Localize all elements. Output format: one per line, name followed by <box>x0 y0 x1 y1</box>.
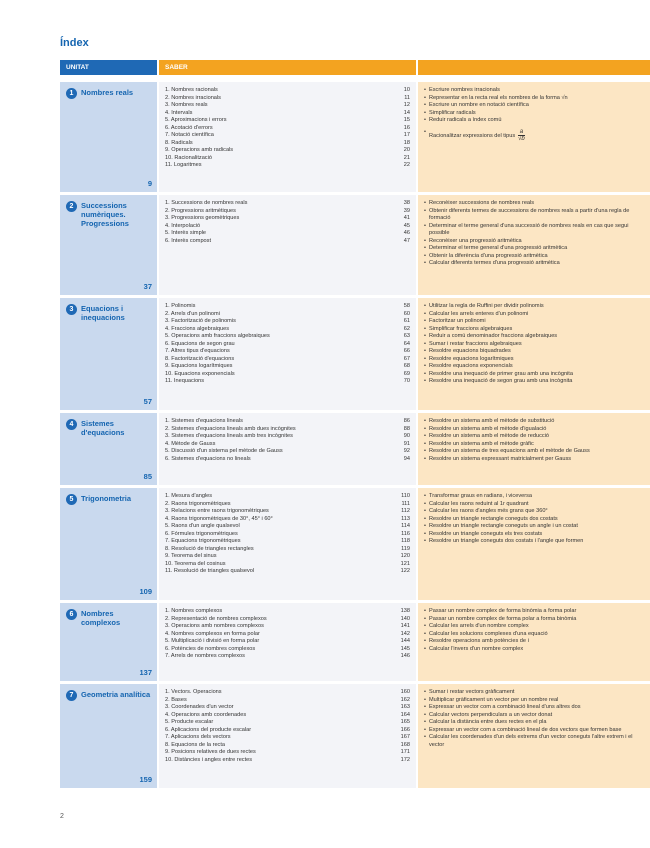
skill-item: • Escriure un nombre en notació científica <box>424 102 644 110</box>
skill-item: • Resoldre un sistema expressant matricialment per Gauss <box>424 456 644 464</box>
unit-name[interactable]: Nombres complexos <box>81 609 121 627</box>
list-item: 2. Arrels d'un polinomi 60 <box>165 310 410 317</box>
unit-cell <box>60 82 157 192</box>
skills-list <box>424 200 644 268</box>
unit-number-badge: 3 <box>66 304 77 315</box>
unit-name[interactable]: Sistemes d'equacions <box>81 419 125 437</box>
skill-item: • Reduir a comú denominador fraccions algebraiques <box>424 333 644 341</box>
unit-cell <box>60 603 157 681</box>
list-item: 5. Producte escalar 165 <box>165 719 410 725</box>
header-saber: SABER <box>159 60 416 75</box>
list-item: 5. Aproximacions i errors 15 <box>165 117 410 123</box>
skills-list <box>424 87 644 142</box>
unit-number-badge: 7 <box>66 690 77 701</box>
skill-item: • Resoldre un sistema amb el mètode de substitució <box>424 418 644 426</box>
list-item: 8. Equacions de la recta 168 <box>165 741 410 748</box>
content-list <box>165 493 410 576</box>
skills-cell <box>418 82 650 192</box>
content-list <box>165 608 410 661</box>
list-item: 2. Sistemes d'equacions lineals amb dues incògnites 88 <box>165 425 410 432</box>
unit-name[interactable]: Geometria analítica <box>81 690 151 699</box>
page-number: 2 <box>60 813 64 820</box>
content-list <box>165 689 410 764</box>
skills-list <box>424 608 644 653</box>
list-item: 6. Interès compost 47 <box>165 237 410 244</box>
list-item: 7. Aplicacions dels vectors 167 <box>165 734 410 740</box>
skill-item: • Simplificar fraccions algebraiques <box>424 326 644 334</box>
skills-cell <box>418 195 650 295</box>
saber-cell <box>159 82 416 192</box>
skill-item: • Sumar i restar vectors gràficament <box>424 689 644 697</box>
unit-cell <box>60 195 157 295</box>
unit-name[interactable]: Successions numèriques. Progressions <box>81 201 129 228</box>
unit-row-3 <box>60 298 650 410</box>
unit-row-7 <box>60 684 650 788</box>
skill-item: • Resoldre un triangle coneguts dos costats i l'angle que formen <box>424 538 644 546</box>
list-item: 5. Operacions amb fraccions algebraiques 63 <box>165 333 410 339</box>
list-item: 6. Aplicacions del producte escalar 166 <box>165 726 410 733</box>
skill-item: • Resoldre una inequació de segon grau amb una incògnita <box>424 378 644 386</box>
list-item: 5. Interès simple 46 <box>165 230 410 236</box>
skill-item: • Transformar graus en radians, i viceversa <box>424 493 644 501</box>
content-list <box>165 303 410 386</box>
unit-row-1 <box>60 82 650 192</box>
skill-item: • Calcular les solucions complexes d'una equació <box>424 631 644 639</box>
skills-list <box>424 493 644 546</box>
list-item: 9. Equacions logarítmiques 68 <box>165 363 410 369</box>
skill-item: • Resoldre una inequació de primer grau amb una incògnita <box>424 371 644 379</box>
content-list <box>165 87 410 170</box>
saber-cell <box>159 488 416 600</box>
saber-cell <box>159 298 416 410</box>
skill-item: • Calcular diferents termes d'una progressió aritmètica <box>424 260 644 268</box>
unit-name[interactable]: Trigonometria <box>81 494 132 503</box>
skill-item: • Determinar el terme general d'una progressió aritmètica <box>424 245 644 253</box>
skill-item: • Obtenir la diferència d'una progressió aritmètica <box>424 253 644 261</box>
skill-item: • Resoldre un triangle rectangle coneguts un angle i un costat <box>424 523 644 531</box>
saber-cell <box>159 195 416 295</box>
list-item: 4. Raons trigonomètriques de 30°, 45° i 60° 113 <box>165 515 410 522</box>
list-item: 3. Coordenades d'un vector 163 <box>165 704 410 710</box>
skill-item: • Multiplicar gràficament un vector per un nombre real <box>424 697 644 705</box>
skill-item: • Resoldre un triangle coneguts els tres costats <box>424 531 644 539</box>
unit-cell <box>60 298 157 410</box>
unit-row-5 <box>60 488 650 600</box>
list-item: 1. Vectors. Operacions 160 <box>165 689 410 695</box>
list-item: 7. Arrels de nombres complexos 146 <box>165 653 410 659</box>
skill-item: • Calcular les raons d'angles més grans que 360° <box>424 508 644 516</box>
skill-item: • Reconèixer successions de nombres reals <box>424 200 644 208</box>
skill-item: • Calcular l'invers d'un nombre complex <box>424 646 644 654</box>
skill-item: • Racionalitzar expressions del tipus $\frac{a}{√b}$ <box>424 129 644 142</box>
content-list <box>165 200 410 245</box>
list-item: 7. Equacions trigonomètriques 118 <box>165 538 410 544</box>
list-item: 5. Raons d'un angle qualsevol 114 <box>165 523 410 529</box>
list-item: 5. Multiplicació i divisió en forma polar 144 <box>165 638 410 644</box>
unit-name[interactable]: Nombres reals <box>81 88 134 97</box>
skill-item: • Simplificar radicals <box>424 110 644 118</box>
table-header <box>60 60 650 75</box>
unit-cell <box>60 413 157 485</box>
saber-cell <box>159 603 416 681</box>
list-item: 11. Logaritmes 22 <box>165 162 410 168</box>
list-item: 6. Acotació d'errors 16 <box>165 124 410 131</box>
skill-item: • Calcular la distància entre dues rectes en el pla <box>424 719 644 727</box>
list-item: 7. Altres tipus d'equacions 66 <box>165 348 410 354</box>
list-item: 6. Equacions de segon grau 64 <box>165 340 410 347</box>
unit-page: 57 <box>143 397 152 406</box>
skill-item: • Resoldre equacions exponencials <box>424 363 644 371</box>
list-item: 2. Raons trigonomètriques 111 <box>165 500 410 507</box>
list-item: 3. Relacions entre raons trigonomètriques 112 <box>165 508 410 514</box>
list-item: 7. Notació científica 17 <box>165 132 410 138</box>
list-item: 9. Operacions amb radicals 20 <box>165 147 410 153</box>
list-item: 8. Factorització d'equacions 67 <box>165 355 410 362</box>
list-item: 1. Polinomis 58 <box>165 303 410 309</box>
skills-cell <box>418 298 650 410</box>
unit-cell <box>60 488 157 600</box>
list-item: 2. Nombres irracionals 11 <box>165 94 410 101</box>
skill-item: • Determinar el terme general d'una successió de nombres reals en cas que segui possible <box>424 223 644 238</box>
unit-name[interactable]: Equacions i inequacions <box>81 304 125 322</box>
unit-page: 159 <box>139 775 152 784</box>
unit-page: 9 <box>147 179 152 188</box>
skill-item: • Resoldre un sistema de tres equacions amb el mètode de Gauss <box>424 448 644 456</box>
skill-item: • Escriure nombres irracionals <box>424 87 644 95</box>
skill-item: • Reconèixer una progressió aritmètica <box>424 238 644 246</box>
skill-item: • Passar un nombre complex de forma polar a forma binòmia <box>424 616 644 624</box>
list-item: 5. Discussió d'un sistema pel mètode de Gauss 92 <box>165 448 410 454</box>
list-item: 3. Progressions geomètriques 41 <box>165 215 410 221</box>
skill-item: • Calcular vectors perpendiculars a un vector donat <box>424 712 644 720</box>
skill-item: • Passar un nombre complex de forma binòmia a forma polar <box>424 608 644 616</box>
list-item: 4. Operacions amb coordenades 164 <box>165 711 410 718</box>
unit-row-4 <box>60 413 650 485</box>
list-item: 3. Nombres reals 12 <box>165 102 410 108</box>
list-item: 1. Nombres complexos 138 <box>165 608 410 614</box>
list-item: 3. Sistemes d'equacions lineals amb tres incògnites 90 <box>165 433 410 439</box>
skills-list <box>424 303 644 386</box>
skill-item: • Utilitzar la regla de Ruffini per dividir polinomis <box>424 303 644 311</box>
skill-item: • Representar en la recta real els nombres de la forma √n <box>424 95 644 103</box>
list-item: 2. Representació de nombres complexos 140 <box>165 615 410 622</box>
skill-item: • Resoldre equacions logarítmiques <box>424 356 644 364</box>
list-item: 10. Racionalització 21 <box>165 154 410 161</box>
skills-cell <box>418 413 650 485</box>
unit-page: 109 <box>139 587 152 596</box>
skill-item: • Reduir radicals a índex comú <box>424 117 644 125</box>
unit-page: 85 <box>143 472 152 481</box>
unit-number-badge: 2 <box>66 201 77 212</box>
list-item: 4. Mètode de Gauss 91 <box>165 440 410 447</box>
saber-cell <box>159 684 416 788</box>
skill-item: • Calcular les arrels enteres d'un polinomi <box>424 311 644 319</box>
skill-item: • Resoldre un sistema amb el mètode d'igualació <box>424 426 644 434</box>
unit-number-badge: 1 <box>66 88 77 99</box>
list-item: 8. Resolució de triangles rectangles 119 <box>165 545 410 552</box>
unit-row-6 <box>60 603 650 681</box>
skill-item: • Expressar un vector com a combinació lineal de dos vectors que formen base <box>424 727 644 735</box>
skill-item: • Expressar un vector com a combinació lineal d'uns altres dos <box>424 704 644 712</box>
skill-item: • Sumar i restar fraccions algebraiques <box>424 341 644 349</box>
list-item: 6. Potències de nombres complexos 145 <box>165 645 410 652</box>
skills-list <box>424 418 644 463</box>
list-item: 11. Inequacions 70 <box>165 378 410 384</box>
list-item: 8. Radicals 18 <box>165 139 410 146</box>
list-item: 6. Fórmules trigonomètriques 116 <box>165 530 410 537</box>
skill-item: • Resoldre un sistema amb el mètode de reducció <box>424 433 644 441</box>
skill-item: • Calcular les arrels d'un nombre complex <box>424 623 644 631</box>
unit-page: 137 <box>139 668 152 677</box>
unit-page: 37 <box>143 282 152 291</box>
skills-list <box>424 689 644 749</box>
list-item: 11. Resolució de triangles qualsevol 122 <box>165 568 410 574</box>
skills-cell <box>418 603 650 681</box>
skill-item: • Calcular les raons reduint al 1r quadrant <box>424 501 644 509</box>
list-item: 6. Sistemes d'equacions no lineals 94 <box>165 455 410 462</box>
list-item: 4. Interpolació 45 <box>165 222 410 229</box>
list-item: 1. Successions de nombres reals 38 <box>165 200 410 206</box>
page-title: Índex <box>60 37 89 49</box>
skills-cell <box>418 488 650 600</box>
header-unitat: UNITAT <box>60 60 157 75</box>
list-item: 9. Teorema del sinus 120 <box>165 553 410 559</box>
list-item: 3. Operacions amb nombres complexos 141 <box>165 623 410 629</box>
skills-cell <box>418 684 650 788</box>
list-item: 10. Distàncies i angles entre rectes 172 <box>165 756 410 763</box>
content-list <box>165 418 410 463</box>
skill-item: • Resoldre un sistema amb el mètode gràfic <box>424 441 644 449</box>
list-item: 2. Bases 162 <box>165 696 410 703</box>
list-item: 1. Nombres racionals 10 <box>165 87 410 93</box>
unit-number-badge: 6 <box>66 609 77 620</box>
list-item: 1. Mesura d'angles 110 <box>165 493 410 499</box>
skill-item: • Resoldre un triangle rectangle coneguts dos costats <box>424 516 644 524</box>
list-item: 2. Progressions aritmètiques 39 <box>165 207 410 214</box>
skill-item: • Resoldre operacions amb potències de i <box>424 638 644 646</box>
saber-cell <box>159 413 416 485</box>
skill-item: • Factoritzar un polinomi <box>424 318 644 326</box>
skill-item: • Calcular les coordenades d'un dels extrems d'un vector coneguts l'altre extrem i el vector <box>424 734 644 749</box>
unit-row-2 <box>60 195 650 295</box>
list-item: 4. Fraccions algebraiques 62 <box>165 325 410 332</box>
list-item: 10. Teorema del cosinus 121 <box>165 560 410 567</box>
header-saber-fer <box>418 60 650 75</box>
list-item: 3. Factorització de polinomis 61 <box>165 318 410 324</box>
skill-item: • Resoldre equacions biquadrades <box>424 348 644 356</box>
fraction: $\frac{a}{√b}$ <box>518 128 525 142</box>
list-item: 4. Nombres complexos en forma polar 142 <box>165 630 410 637</box>
list-item: 9. Posicions relatives de dues rectes 171 <box>165 749 410 755</box>
unit-number-badge: 4 <box>66 419 77 430</box>
unit-cell <box>60 684 157 788</box>
list-item: 10. Equacions exponencials 69 <box>165 370 410 377</box>
unit-number-badge: 5 <box>66 494 77 505</box>
list-item: 4. Intervals 14 <box>165 109 410 116</box>
list-item: 1. Sistemes d'equacions lineals 86 <box>165 418 410 424</box>
skill-item: • Obtenir diferents termes de successions de nombres reals a partir d'una regla de formació <box>424 208 644 223</box>
